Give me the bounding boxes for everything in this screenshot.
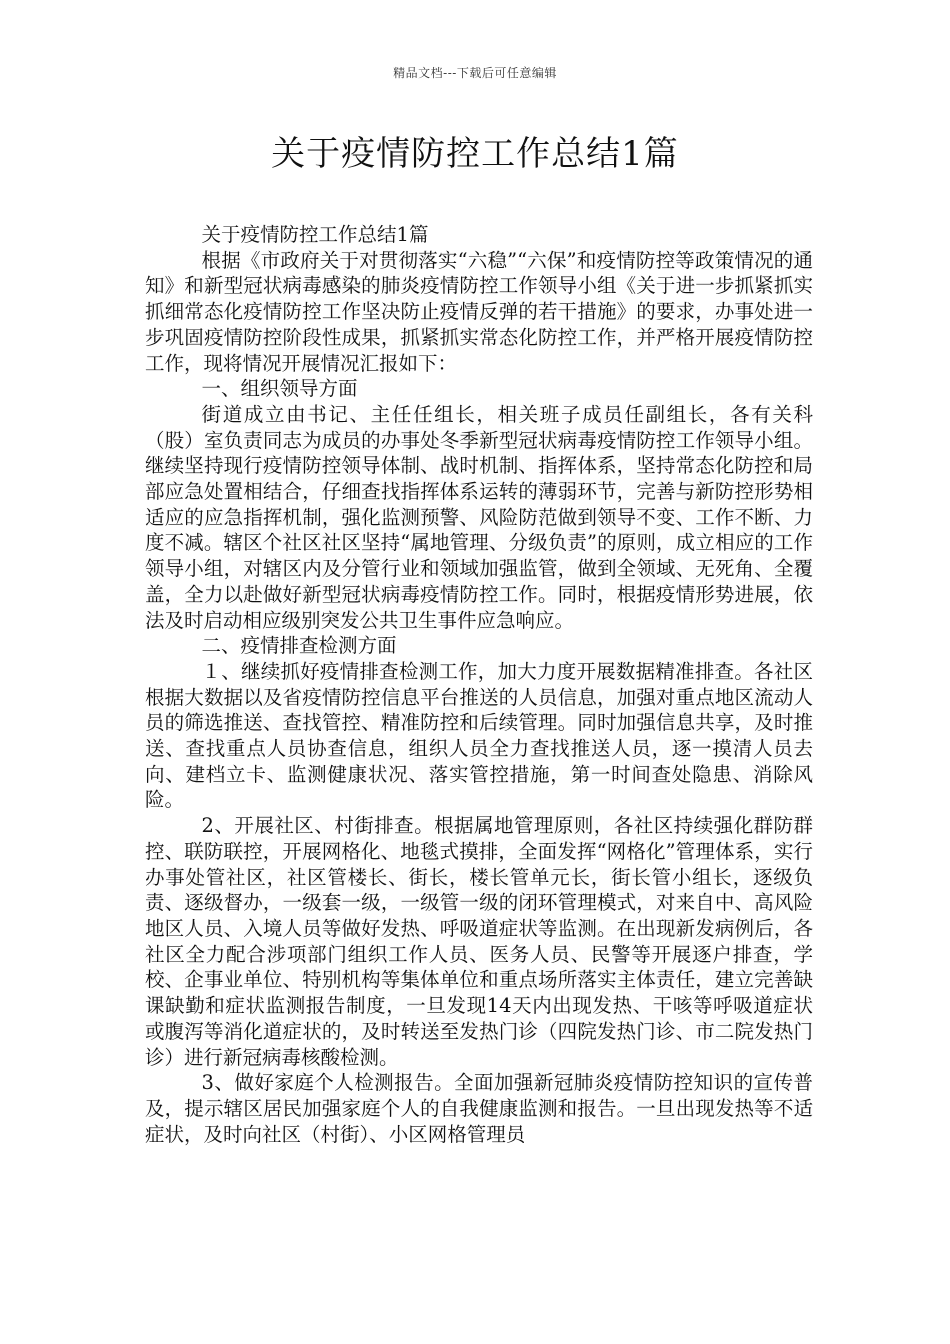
section-heading-organization: 一、组织领导方面	[201, 377, 358, 401]
document-body	[145, 222, 813, 1147]
paragraph-intro: 根据《市政府关于对贯彻落实“六稳”“六保”和疫情防控等政策情况的通知》和新型冠状病毒感染的肺炎疫情防控工作领导小组《关于进一步抓紧抓实抓细常态化疫情防控工作坚决防止疫情反弹的若干措施》的要求，办事处进一步巩固疫情防控阶段性成果，抓紧抓实常态化防控工作，并严格开展疫情防控工作，现将情况开展情况汇报如下：	[145, 248, 813, 375]
paragraph-screening-3: 3、做好家庭个人检测报告。全面加强新冠肺炎疫情防控知识的宣传普及，提示辖区居民加强家庭个人的自我健康监测和报告。一旦出现发热等不适症状，及时向社区（村街）、小区网格管理员	[145, 1071, 813, 1146]
document-title: 关于疫情防控工作总结1篇	[271, 134, 679, 174]
page-header: 精品文档---下载后可任意编辑	[393, 66, 557, 80]
paragraph-subtitle: 关于疫情防控工作总结1篇	[201, 223, 429, 246]
paragraph-screening-2: 2、开展社区、村街排查。根据属地管理原则，各社区持续强化群防群控、联防联控，开展网格化、地毯式摸排，全面发挥“网格化”管理体系，实行办事处管社区，社区管楼长、街长，楼长管单元长，街长管小组长，逐级负责、逐级督办，一级套一级，一级管一级的闭环管理模式，对来自中、高风险地区人员、入境人员等做好发热、呼吸道症状等监测。在出现新发病例后，各社区全力配合涉项部门组织工作人员、医务人员、民警等开展逐户排查，学校、企事业单位、特别机构等集体单位和重点场所落实主体责任，建立完善缺课缺勤和症状监测报告制度，一旦发现14天内出现发热、干咳等呼吸道症状或腹泻等消化道症状的，及时转送至发热门诊（四院发热门诊、市二院发热门诊）进行新冠病毒核酸检测。	[145, 814, 813, 1069]
paragraph-organization: 街道成立由书记、主任任组长，相关班子成员任副组长，各有关科（股）室负责同志为成员的办事处冬季新型冠状病毒疫情防控工作领导小组。继续坚持现行疫情防控领导体制、战时机制、指挥体系，坚持常态化防控和局部应急处置相结合，仔细查找指挥体系运转的薄弱环节，完善与新防控形势相适应的应急指挥机制，强化监测预警、风险防范做到领导不变、工作不断、力度不减。辖区个社区社区坚持“属地管理、分级负责”的原则，成立相应的工作领导小组，对辖区内及分管行业和领域加强监管，做到全领域、无死角、全覆盖，全力以赴做好新型冠状病毒疫情防控工作。同时，根据疫情形势进展，依法及时启动相应级别突发公共卫生事件应急响应。	[145, 402, 813, 632]
section-heading-screening: 二、疫情排查检测方面	[201, 634, 397, 658]
paragraph-screening-1: １、继续抓好疫情排查检测工作，加大力度开展数据精准排查。各社区根据大数据以及省疫情防控信息平台推送的人员信息，加强对重点地区流动人员的筛选推送、查找管控、精准防控和后续管理。同时加强信息共享，及时推送、查找重点人员协查信息，组织人员全力查找推送人员，逐一摸清人员去向、建档立卡、监测健康状况、落实管控措施，第一时间查处隐患、消除风险。	[145, 659, 813, 812]
